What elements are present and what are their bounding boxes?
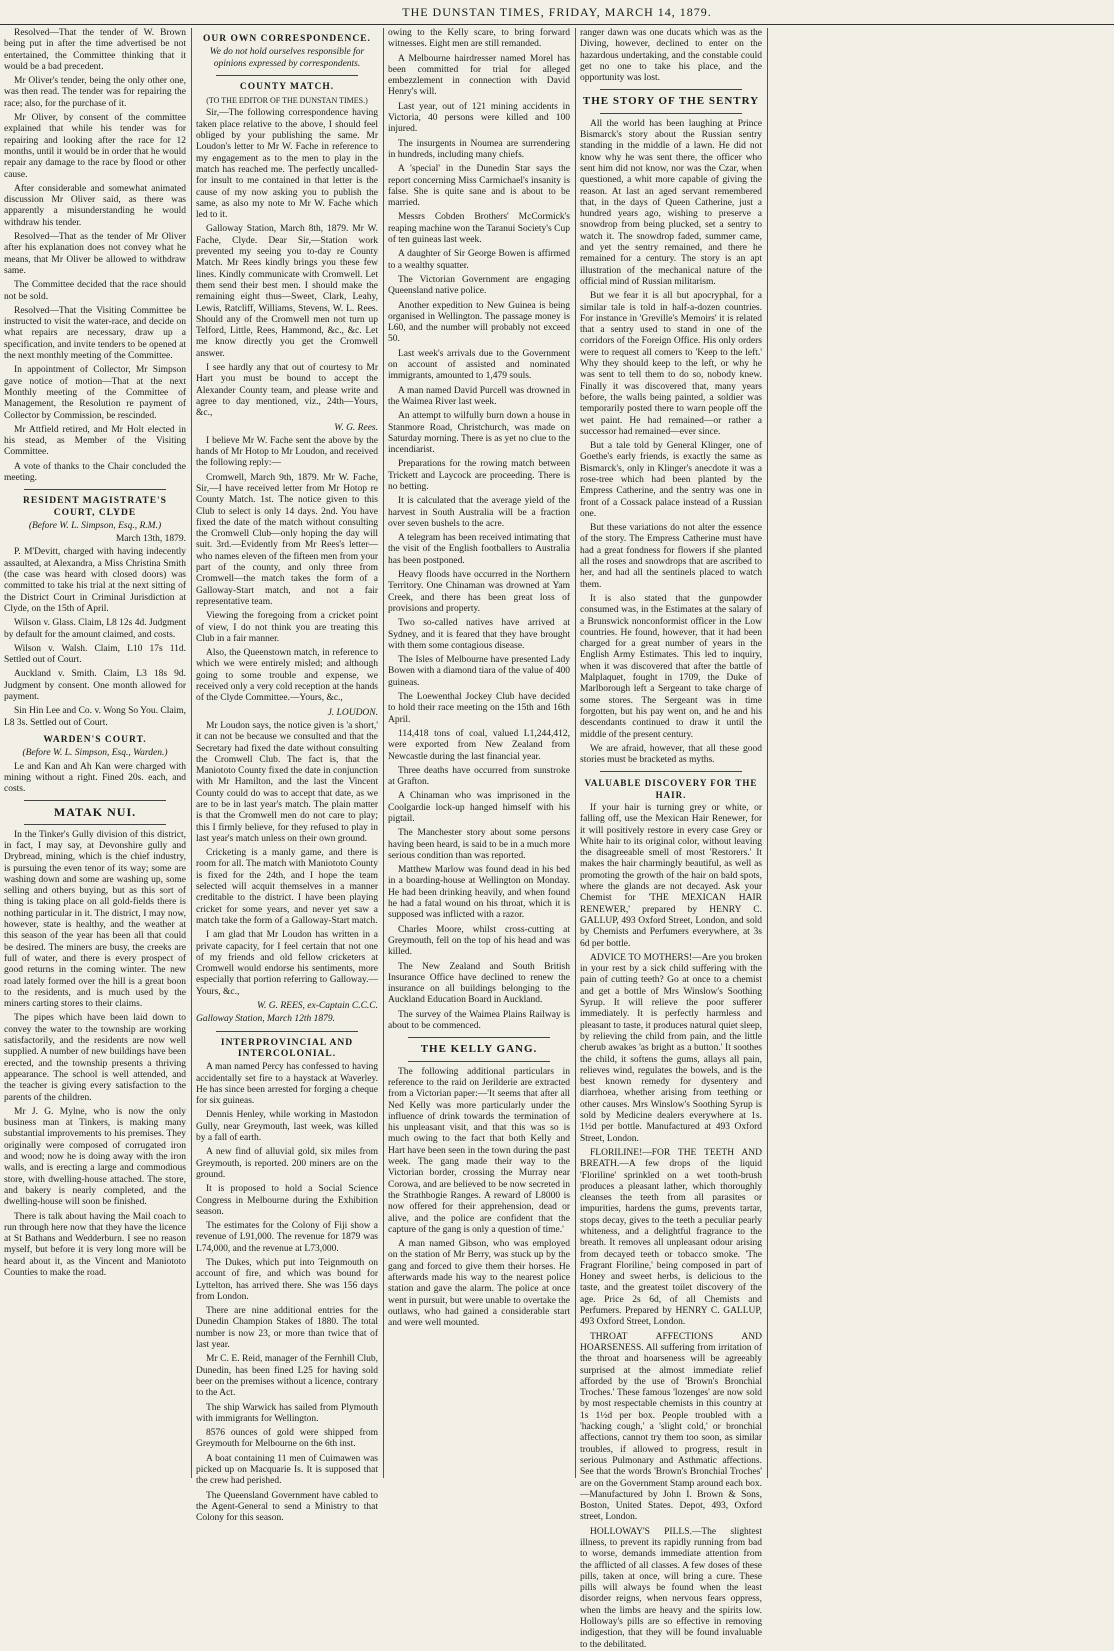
article-paragraph: ranger dawn was one ducats which was as the Diving, however, declined to enter on the hazardous undertaking, and the constable could get no one to take his place, and the opportunity was lost. <box>580 28 762 84</box>
section-subheading: (Before W. L. Simpson, Esq., Warden.) <box>22 748 168 759</box>
article-paragraph: Wilson v. Walsh. Claim, L10 17s 11d. Settled out of Court. <box>4 643 186 666</box>
article-paragraph: The Queensland Government have cabled to the Agent-General to send a Ministry to that Colony for this season. <box>196 1490 378 1524</box>
article-paragraph: Cricketing is a manly game, and there is room for all. The match with Maniototo County is fixed for the 24th, and I hope the team selected will acquit themselves in a manner creditable to the district. I have been playing cricket for some years, and never yet saw a match take the form of a Galloway-Start match. <box>196 848 378 926</box>
section-subheading: (TO THE EDITOR OF THE DUNSTAN TIMES.) <box>206 96 368 106</box>
article-paragraph: The following additional particulars in reference to the raid on Jerilderie are extracted from a Victorian paper:—'It seems that after all Ned Kelly was more particularly under the influence of drink towards the termination of his unpleasant visit, and that this was so is much owing to the fact that both Kelly and Hart have been seen in the town during the past week. The gang made their way to the Victorian border, crossing the Murray near Corowa, and are believed to be now secreted in the Strathbogie Ranges. A reward of L8000 is now offered for their apprehension, dead or alive, and the police are confident that the capture of the gang is only a question of time.' <box>388 1066 570 1235</box>
article-paragraph: A 'special' in the Dunedin Star says the report concerning Miss Carmichael's insanity is false. She is quite sane and is about to be married. <box>388 164 570 209</box>
article-paragraph: Mr Oliver's tender, being the only other one, was then read. The tender was for repairing the race; also, for the purchase of it. <box>4 76 186 109</box>
article-paragraph: In appointment of Collector, Mr Simpson gave notice of motion—That at the next Monthly meeting of the Committee of Management, the Resolution re payment of Collector by Commission, be rescinded. <box>4 365 186 421</box>
article-paragraph: The ship Warwick has sailed from Plymouth with immigrants for Wellington. <box>196 1402 378 1424</box>
section-heading: RESIDENT MAGISTRATE'S COURT, CLYDE <box>23 496 167 518</box>
article-paragraph: An attempt to wilfully burn down a house in Stanmore Road, Christchurch, was made on Saturday morning. There is as yet no clue to the incendiarist. <box>388 411 570 456</box>
spacer <box>790 28 798 1478</box>
divider <box>600 89 742 90</box>
section-heading: COUNTY MATCH. <box>239 81 335 92</box>
signature: W. G. Rees. <box>334 422 378 433</box>
article-paragraph: Mr Attfield retired, and Mr Holt elected in his stead, as Member of the Visiting Committee. <box>4 424 186 458</box>
article-paragraph: The pipes which have been laid down to convey the water to the township are working satisfactorily, and the residents are now well supplied. A number of new buildings have been erected, and the township presents a thriving appearance. The school is well attended, and the teacher is giving every satisfaction to the parents of the children. <box>4 1013 186 1103</box>
article-paragraph: A man named David Purcell was drowned in the Waimea River last week. <box>388 385 570 407</box>
article-paragraph: Resolved—That the tender of W. Brown being put in after the time advertised be not entertained, the Committee thinking that it would be a bad precedent. <box>4 28 186 72</box>
article-paragraph: Heavy floods have occurred in the Northern Territory. One Chinaman was drowned at Yam Creek, and there has been great loss of provisions and property. <box>388 570 570 614</box>
article-paragraph: Last year, out of 121 mining accidents in Victoria, 40 persons were killed and 100 injured. <box>388 101 570 135</box>
article-paragraph: Two so-called natives have arrived at Sydney, and it is feared that they have brought with them some contagious disease. <box>388 618 570 651</box>
divider <box>24 489 166 490</box>
article-paragraph: A boat containing 11 men of Cuimawen was picked up on Macquarie Is. It is supposed that the crew had perished. <box>196 1453 378 1487</box>
article-paragraph: A Melbourne hairdresser named Morel has been committed for trial for alleged embezzlement in connection with David Henry's will. <box>388 53 570 98</box>
article-paragraph: It is proposed to hold a Social Science Congress in Melbourne during the Exhibition season. <box>196 1184 378 1217</box>
article-paragraph: Cromwell, March 9th, 1879. Mr W. Fache, Sir,—I have received letter from Mr Hotop re County Match. 1st. The notice given to this Club to select is only 14 days. 2nd. You have fixed the date of the match without consulting the Cromwell Club—only hoping the day will suit. 3rd.—Evidently from Mr Rees's letter—who names eleven of the fifteen men from your part of the county, and only three from Cromwell—the match takes the form of a Galloway-Start match, and not a fair representative team. <box>196 472 378 607</box>
section-heading: OUR OWN CORRESPONDENCE. <box>203 34 371 44</box>
article-paragraph: Galloway Station, March 8th, 1879. Mr W. Fache, Clyde. Dear Sir,—Station work prevented my seeing you to-day re County Match. Mr Rees kindly brings you these few lines. Kindly communicate with Cromwell. Let them send their best men. I should make the remaining eight thus—Sweet, Clark, Leahy, Lewis, Ratcliff, Williams, Stevens, W. L. Rees. Should any of the Cromwell men not turn up Telford, Little, Rees, Hammond, &c., &c. Let me know directly you get the Cromwell answer. <box>196 224 378 359</box>
article-paragraph: All the world has been laughing at Prince Bismarck's story about the Russian sentry standing in the middle of a lawn. He did not know why he was sent there, the officer who sent him did not know, nor was the Czar, when questioned, a whit more capable of giving the reason. At last an aged servant remembered that, in the days of Queen Catherine, just a hundred years ago, wishing to preserve a snowdrop from being plucked, set a sentry to watch it. The snowdrop faded, summer came, and yet the sentry remained, and there he remained for a century. The story is an apt illustration of the mechanical nature of the official mind of Russian militarism. <box>580 118 762 287</box>
article-paragraph: The Loewenthal Jockey Club have decided to hold their race meeting on the 15th and 16th April. <box>388 692 570 725</box>
article-paragraph: Sin Hin Lee and Co. v. Wong So You. Claim, L8 3s. Settled out of Court. <box>4 706 186 728</box>
article-paragraph: But these variations do not alter the essence of the story. The Empress Catherine must have had a great fondness for flowers if she planted all the roses and snowdrops that are ascribed to her, and had all the sentinels placed to watch them. <box>580 523 762 590</box>
column-4 <box>576 28 766 1650</box>
signature: W. G. REES, ex-Captain C.C.C. <box>256 1001 378 1012</box>
section-subheading: (Before W. L. Simpson, Esq., R.M.) <box>28 520 162 531</box>
section-heading: WARDEN'S COURT. <box>43 734 147 745</box>
article-paragraph: A man named Gibson, who was employed on the station of Mr Berry, was stuck up by the gang and forced to give them their horses. He afterwards made his way to the nearest police station and gave the alarm. The police at once went in pursuit, but were unable to overtake the outlaws, who had gained a considerable start and were well mounted. <box>388 1239 570 1329</box>
article-paragraph: Charles Moore, whilst cross-cutting at Greymouth, fell on the top of his head and was killed. <box>388 924 570 958</box>
column-1 <box>0 28 190 1478</box>
advert-paragraph: ADVICE TO MOTHERS!—Are you broken in your rest by a sick child suffering with the pain of cutting teeth? Go at once to a chemist and get a bottle of Mrs Winslow's Soothing Syrup. It will relieve the poor sufferer immediately. It is perfectly harmless and pleasant to taste, it produces natural quiet sleep, by relieving the child from pain, and the little cherub awakes 'as bright as a button.' It soothes the child, it softens the gums, allays all pain, relieves wind, regulates the bowels, and is the best known remedy for dysentery and diarrhoea, whether arising from teething or other causes. Mrs Winslow's Soothing Syrup is sold by Medicine dealers everywhere at 1s. 1½d per bottle. Manufactured at 493 Oxford Street, London. <box>580 952 762 1144</box>
article-paragraph: There are nine additional entries for the Dunedin Champion Stakes of 1880. The total number is now 23, or more than twice that of last year. <box>196 1306 378 1351</box>
article-paragraph: A vote of thanks to the Chair concluded the meeting. <box>4 461 186 483</box>
divider <box>216 1031 358 1032</box>
article-paragraph: We are afraid, however, that all these good stories must be bracketed as myths. <box>580 743 762 766</box>
column-3 <box>384 28 574 1478</box>
article-paragraph: The Isles of Melbourne have presented Lady Bowen with a diamond tiara of the value of 400 guineas. <box>388 655 570 688</box>
article-paragraph: Messrs Cobden Brothers' McCormick's reaping machine won the Taranui Society's Cup of ten guineas last week. <box>388 212 570 246</box>
article-paragraph: Last week's arrivals due to the Government on account of assisted and nominated immigrants, amounted to 1,479 souls. <box>388 348 570 382</box>
article-paragraph: P. M'Devitt, charged with having indecently assaulted, at Alexandra, a Miss Christina Smith (the case was heard with closed doors) was committed to take his trial at the next sitting of the District Court in Criminal Jurisdiction at Clyde, on the 15th of April. <box>4 547 186 614</box>
article-paragraph: Le and Kan and Ah Kan were charged with mining without a right. Fined 20s. each, and costs. <box>4 761 186 795</box>
article-paragraph: The Victorian Government are engaging Queensland native police. <box>388 274 570 297</box>
article-paragraph: owing to the Kelly scare, to bring forward witnesses. Eight men are still remanded. <box>388 28 570 50</box>
article-paragraph: I am glad that Mr Loudon has written in a private capacity, for I feel certain that not one of my friends and old fellow cricketers at Cromwell would endorse his sentiments, more especially that portion referring to Galloway.—Yours, &c., <box>196 930 378 997</box>
article-paragraph: The New Zealand and South British Insurance Office have declined to renew the insurance on all buildings belonging to the Auckland Education Board in Auckland. <box>388 961 570 1006</box>
article-paragraph: I see hardly any that out of courtesy to Mr Hart you must be bound to accept the Alexander County team, and please write and agree to day mentioned, viz., 24th—Yours, &c., <box>196 363 378 419</box>
article-paragraph: Three deaths have occurred from sunstroke at Grafton. <box>388 765 570 788</box>
section-heading: INTERPROVINCIAL AND INTERCOLONIAL. <box>220 1037 354 1059</box>
article-paragraph: Another expedition to New Guinea is being organised in Wellington. The passage money is L60, and the number will probably not exceed 50. <box>388 300 570 345</box>
article-paragraph: A Chinaman who was imprisoned in the Coolgardie lock-up hanged himself with his pigtail. <box>388 791 570 824</box>
article-paragraph: Resolved—That the Visiting Committee be instructed to visit the water-race, and decide on what repairs are necessary, draw up a specification, and invite tenders to be opened at the next monthly meeting of the Committee. <box>4 305 186 362</box>
article-paragraph: The insurgents in Noumea are surrendering in hundreds, including many chiefs. <box>388 138 570 160</box>
section-heading: THE KELLY GANG. <box>420 1043 538 1056</box>
section-heading: VALUABLE DISCOVERY FOR THE HAIR. <box>584 778 758 800</box>
article-paragraph: After considerable and somewhat animated discussion Mr Oliver said, as there was apparently a misunderstanding he would withdraw his tender. <box>4 183 186 228</box>
article-paragraph: The estimates for the Colony of Fiji show a revenue of L91,000. The revenue for 1879 was L74,000, and the revenue at L73,000. <box>196 1221 378 1254</box>
article-paragraph: But we fear it is all but apocryphal, for a similar tale is told in half-a-dozen countries. For instance in 'Greville's Memoirs' it is related that a sentry used to stand in one of the corridors of the Foreign Office. His only orders were to request all comers to 'Keep to the left.' Why they should keep to the left, or why he was sent to tell them to do so, nobody knew. Finally it was discovered that, many years before, the walls being painted, a soldier was temporarily posted there to warn people off the wet paint. He had remained—or rather a successor had remained—ever since. <box>580 291 762 437</box>
article-paragraph: A telegram has been received intimating that the visit of the English footballers to Australia has been postponed. <box>388 533 570 566</box>
article-paragraph: A man named Percy has confessed to having accidentally set fire to a haystack at Waverley. He has since been arrested for forging a cheque for six guineas. <box>196 1062 378 1107</box>
article-paragraph: Mr Loudon says, the notice given is 'a short,' it can not be because we consulted and that the Secretary had fixed the date without consulting the Cromwell Club. The fact is, that the Maniototo County fixed the date in conjunction with Mr Hamilton, and the last the Vincent County could do was to accept that date, as we are to be in last year's match. The plain matter is that the Cromwell men do not care to play; this I firmly believe, for they refused to play in last year's match unless on their own ground. <box>196 720 378 844</box>
article-paragraph: The Manchester story about some persons having been heard, is said to be in a much more serious condition than was reported. <box>388 828 570 861</box>
divider <box>600 771 742 772</box>
advert-paragraph: THROAT AFFECTIONS AND HOARSENESS. All suffering from irritation of the throat and hoarseness will be agreeably surprised at the almost immediate relief afforded by the use of 'Brown's Bronchial Troches.' These famous 'lozenges' are now sold by most respectable chemists in this country at 1s 1½d per box. People troubled with a 'hacking cough,' a 'slight cold,' or bronchial affections, cannot try them too soon, as similar troubles, if allowed to progress, result in serious Pulmonary and Asthmatic affections. See that the words 'Brown's Bronchial Troches' are on the Government Stamp around each box.—Manufactured by John I. Brown & Sons, Boston, United States. Depot, 493, Oxford street, London. <box>580 1331 762 1523</box>
divider <box>600 113 742 114</box>
dateline: March 13th, 1879. <box>115 534 186 545</box>
advert-paragraph: FLORILINE!—FOR THE TEETH AND BREATH.—A few drops of the liquid 'Floriline' sprinkled on a wet tooth-brush produces a pleasant lather, which thoroughly cleanses the teeth from all parasites or impurities, hardens the gums, prevents tartar, stops decay, gives to the teeth a peculiar pearly whiteness, and a delightful fragrance to the breath. It removes all unpleasant odour arising from decayed teeth or tobacco smoke. 'The Fragrant Floriline,' being composed in part of Honey and sweet herbs, is delicious to the taste, and the greatest toilet discovery of the age. Price 2s 6d, of all Chemists and Perfumers. Prepared by HENRY C. GALLUP, 493 Oxford Street, London. <box>580 1147 762 1328</box>
article-paragraph: 114,418 tons of coal, valued L1,244,412, were exported from New Zealand from Newcastle during the last financial year. <box>388 728 570 762</box>
editorial-note: We do not hold ourselves responsible for opinions expressed by correspondents. <box>209 47 365 69</box>
column-2 <box>192 28 382 1524</box>
divider <box>408 1061 550 1062</box>
article-paragraph: A daughter of Sir George Bowen is affirmed to a wealthy squatter. <box>388 249 570 271</box>
article-paragraph: There is talk about having the Mail coach to run through here now that they have the licence at St Bathans and Wedderburn. I see no reason myself, but before it is very long more will be heard about it, as the Vincent and Maniototo Counties to make the road. <box>4 1211 186 1278</box>
article-paragraph: It is also stated that the gunpowder consumed was, in the Estimates at the salary of a Brunswick nonconformist officer in the Low countries. He found, however, that it had been charged for a great number of years in the English Army Estimates. This led to inquiry, when it was discovered that after the battle of Malplaquet, fought in 1709, the Duke of Marlborough left a Sergeant to take charge of some stores. The Sergeant was in time forgotten, but his pay went on, and he and his descendants continued to draw it until the middle of the present century. <box>580 593 762 740</box>
section-heading: MATAK NUI. <box>53 805 137 820</box>
advert-paragraph: If your hair is turning grey or white, or falling off, use the Mexican Hair Renewer, for it will positively restore in every case Grey or White hair to its original color, without leaving the disagreeable smell of most 'Restorers.' It makes the hair charmingly beautiful, as well as promoting the growth of the hair on bald spots, where the glands are not decayed. Ask your Chemist for 'THE MEXICAN HAIR RENEWER,' prepared by HENRY C. GALLUP, 493 Oxford Street, London, and sold by Chemists and Perfumers everywhere, at 3s 6d per bottle. <box>580 803 762 949</box>
article-paragraph: The survey of the Waimea Plains Railway is about to be commenced. <box>388 1009 570 1032</box>
article-paragraph: Auckland v. Smith. Claim, L3 18s 9d. Judgment by consent. One month allowed for payment. <box>4 669 186 703</box>
article-paragraph: Wilson v. Glass. Claim, L8 12s 4d. Judgment by default for the amount claimed, and costs. <box>4 618 186 640</box>
article-paragraph: A new find of alluvial gold, six miles from Greymouth, is reported. 200 miners are on the ground. <box>196 1147 378 1180</box>
article-paragraph: The Dukes, which put into Teignmouth on account of fire, and which was bound for Lyttelton, has arrived there. She was 156 days from London. <box>196 1257 378 1302</box>
article-paragraph: The Committee decided that the race should not be sold. <box>4 280 186 302</box>
article-paragraph: Matthew Marlow was found dead in his bed in a boarding-house at Wellington on Monday. He had been drinking heavily, and when found he had a fatal wound on his throat, which it is supposed was inflicted with a razor. <box>388 865 570 921</box>
divider <box>216 75 358 76</box>
divider <box>408 1037 550 1038</box>
column-rule <box>767 28 768 1478</box>
article-paragraph: In the Tinker's Gully division of this district, in fact, I may say, at Devonshire gully and Drybread, mining, which is the chief industry, is pursuing the even tenor of its way; some are washing down and some are washing up, some selling and others buying, but as this sort of thing is taking place on all gold-fields there is nothing particular in it. The district, I may now, however, state is healthy, and the weather at this season of the year has been all that could be desired. The miners are busy, the creeks are full of water, and there is every prospect of good returns in the coming winter. The new road lately formed over the hill is a great boon to the residents, and is much used by the miners carting stores to their claims. <box>4 829 186 1010</box>
advert-paragraph: HOLLOWAY'S PILLS.—The slightest illness, to prevent its rapidly running from bad to worse, demands immediate attention from the afflicted of all classes. A few doses of these pills, taken at once, will bring a cure. These pills will always be found when the least disorder reigns, when nervous fears oppress, when the limbs are heavy and the spirits low. Holloway's pills are so effective in removing indigestion, that they will be found invaluable to the debilitated. <box>580 1526 762 1650</box>
article-paragraph: 8576 ounces of gold were shipped from Greymouth for Melbourne on the 6th inst. <box>196 1428 378 1450</box>
article-paragraph: Viewing the foregoing from a cricket point of view, I do not think you are treating this Club in a fair manner. <box>196 611 378 644</box>
divider <box>24 824 166 825</box>
dateline: Galloway Station, March 12th 1879. <box>196 1014 335 1025</box>
article-paragraph: Resolved—That as the tender of Mr Oliver after his explanation does not convey what he means, that Mr Oliver be allowed to withdraw same. <box>4 232 186 276</box>
article-paragraph: Sir,—The following correspondence having taken place relative to the above, I should feel obliged by your publishing the same. Mr Loudon's letter to Mr W. Fache in reference to my engagement as to the men to play in the match has reached me. The perfectly uncalled-for insult to me contained in that letter is the cause of my now asking you to publish the same, as also my note to Mr W. Fache which led to it. <box>196 108 378 221</box>
masthead: THE DUNSTAN TIMES, FRIDAY, MARCH 14, 1879. <box>0 0 1114 25</box>
article-paragraph: Preparations for the rowing match between Trickett and Laycock are proceeding. There is no betting. <box>388 459 570 492</box>
article-paragraph: I believe Mr W. Fache sent the above by the hands of Mr Hotop to Mr Loudon, and received the following reply:— <box>196 435 378 469</box>
article-paragraph: Mr C. E. Reid, manager of the Fernhill Club, Dunedin, has been fined L25 for having sold beer on the premises without a licence, contrary to the Act. <box>196 1354 379 1399</box>
article-paragraph: Mr J. G. Mylne, who is now the only business man at Tinkers, is making many substantial improvements to his premises. They originally were composed of corrugated iron and wood; now he is doing away with the iron walls, and is erecting a large and commodious store, with dwelling-house attached. The store, and bakery is nearly completed, and the dwelling-house will soon be finished. <box>4 1106 186 1208</box>
article-paragraph: Also, the Queenstown match, in reference to which we were entirely misled; and although going to some trouble and expense, we received only a very cold reception at the hands of the Clyde Committee.—Yours, &c., <box>196 648 378 704</box>
article-paragraph: Mr Oliver, by consent of the committee explained that while his tender was for repairing and looking after the race for 12 months, until it would be in order that he would repair any damage to the race by flood or other cause. <box>4 113 186 180</box>
article-paragraph: Dennis Henley, while working in Mastodon Gully, near Greymouth, last week, was killed by a fall of earth. <box>196 1110 378 1144</box>
signature: J. LOUDON. <box>327 707 378 718</box>
article-paragraph: It is calculated that the average yield of the harvest in South Australia will be a fraction over seven bushels to the acre. <box>388 496 570 529</box>
section-heading: THE STORY OF THE SENTRY <box>582 95 760 108</box>
divider <box>24 800 166 801</box>
article-paragraph: But a tale told by General Klinger, one of Goethe's early friends, is exactly the same as Bismarck's, only in Klinger's anecdote it was a rose-tree which had been planted by the Empress Catherine, and the sentry was one in front of a Cossack palace instead of a Russian one. <box>580 441 762 519</box>
